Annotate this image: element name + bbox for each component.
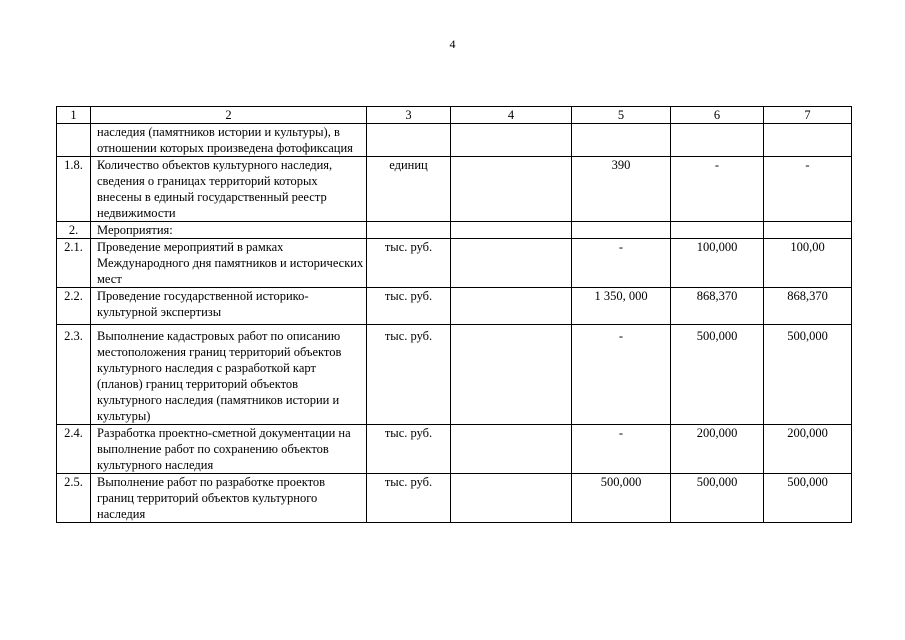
row-col6 <box>671 222 764 239</box>
row-col4 <box>451 157 572 222</box>
row-number: 2. <box>57 222 91 239</box>
table-row <box>57 325 852 425</box>
row-unit: тыс. руб. <box>367 425 451 474</box>
row-col7: 500,000 <box>764 325 852 425</box>
table-row <box>57 288 852 325</box>
table-row <box>57 474 852 523</box>
row-unit: единиц <box>367 157 451 222</box>
column-header: 3 <box>367 107 451 124</box>
row-col7 <box>764 222 852 239</box>
row-unit: тыс. руб. <box>367 239 451 288</box>
row-unit: тыс. руб. <box>367 474 451 523</box>
row-col6: 100,000 <box>671 239 764 288</box>
row-col6: - <box>671 157 764 222</box>
row-description: Мероприятия: <box>91 222 367 239</box>
row-number <box>57 124 91 157</box>
row-col6: 500,000 <box>671 474 764 523</box>
row-col5: - <box>572 325 671 425</box>
row-unit <box>367 222 451 239</box>
row-number: 1.8. <box>57 157 91 222</box>
row-col7: 500,000 <box>764 474 852 523</box>
row-unit: тыс. руб. <box>367 325 451 425</box>
row-description: Выполнение кадастровых работ по описанию местоположения границ территорий объектов культурного наследия с разработкой карт (планов) границ территорий объектов культурного наследия (памятников истории и культуры) <box>91 325 367 425</box>
row-unit: тыс. руб. <box>367 288 451 325</box>
row-col5 <box>572 222 671 239</box>
row-description: Проведение мероприятий в рамках Международного дня памятников и исторических мест <box>91 239 367 288</box>
page-number: 4 <box>449 37 456 51</box>
row-col4 <box>451 239 572 288</box>
row-col7: - <box>764 157 852 222</box>
row-col5: - <box>572 239 671 288</box>
row-col6: 500,000 <box>671 325 764 425</box>
row-col5: 390 <box>572 157 671 222</box>
row-col4 <box>451 474 572 523</box>
column-header: 2 <box>91 107 367 124</box>
row-col7 <box>764 124 852 157</box>
column-header: 7 <box>764 107 852 124</box>
row-description: Проведение государственной историко-культурной экспертизы <box>91 288 367 325</box>
table-row <box>57 222 852 239</box>
row-col5 <box>572 124 671 157</box>
row-col5: 500,000 <box>572 474 671 523</box>
table-row <box>57 425 852 474</box>
row-col4 <box>451 425 572 474</box>
table-header-row <box>57 107 852 124</box>
column-header: 1 <box>57 107 91 124</box>
row-col4 <box>451 124 572 157</box>
table-row <box>57 124 852 157</box>
row-col7: 200,000 <box>764 425 852 474</box>
row-number: 2.4. <box>57 425 91 474</box>
row-col4 <box>451 222 572 239</box>
row-col7: 100,00 <box>764 239 852 288</box>
row-col7: 868,370 <box>764 288 852 325</box>
data-table <box>56 106 852 523</box>
row-unit <box>367 124 451 157</box>
table-row <box>57 239 852 288</box>
row-description: Выполнение работ по разработке проектов границ территорий объектов культурного наследия <box>91 474 367 523</box>
column-header: 5 <box>572 107 671 124</box>
row-col4 <box>451 288 572 325</box>
row-col6: 200,000 <box>671 425 764 474</box>
row-number: 2.1. <box>57 239 91 288</box>
row-number: 2.3. <box>57 325 91 425</box>
column-header: 4 <box>451 107 572 124</box>
row-col5: 1 350, 000 <box>572 288 671 325</box>
row-number: 2.2. <box>57 288 91 325</box>
row-col6 <box>671 124 764 157</box>
row-description: Разработка проектно-сметной документации на выполнение работ по сохранению объектов культурного наследия <box>91 425 367 474</box>
row-description: Количество объектов культурного наследия, сведения о границах территорий которых внесены в единый государственный реестр недвижимости <box>91 157 367 222</box>
row-description: наследия (памятников истории и культуры), в отношении которых произведена фотофиксация <box>91 124 367 157</box>
table-row <box>57 157 852 222</box>
row-number: 2.5. <box>57 474 91 523</box>
column-header: 6 <box>671 107 764 124</box>
row-col4 <box>451 325 572 425</box>
row-col5: - <box>572 425 671 474</box>
row-col6: 868,370 <box>671 288 764 325</box>
